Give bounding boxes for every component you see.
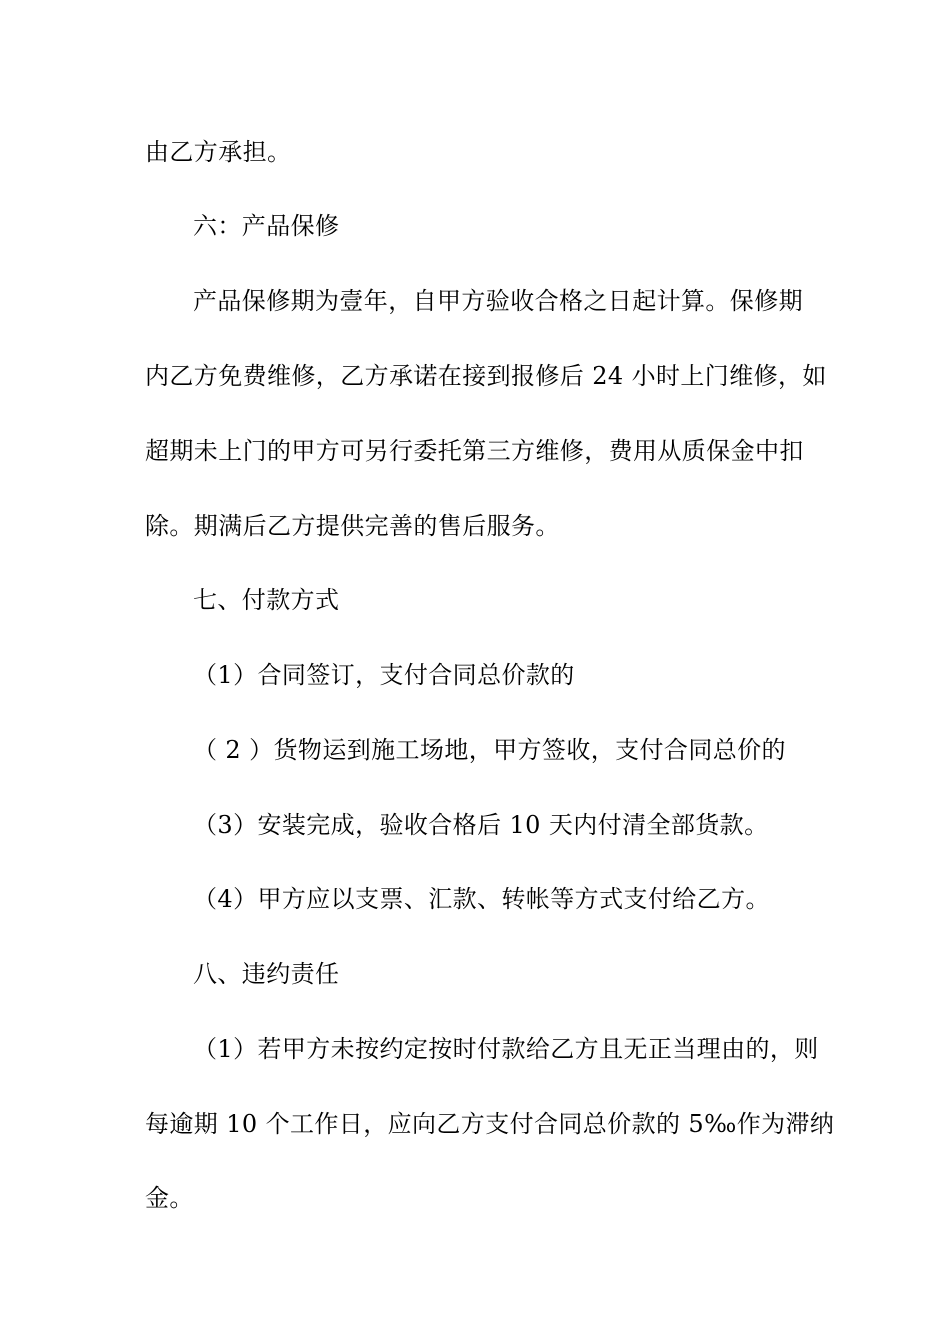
paragraph-line: 内乙方免费维修，乙方承诺在接到报修后 24 小时上门维修，如 [145, 362, 827, 390]
paragraph-line: 除。期满后乙方提供完善的售后服务。 [145, 512, 560, 540]
list-item: （ 2 ）货物运到施工场地，甲方签收，支付合同总价的 [193, 736, 786, 764]
section-heading-payment: 七、付款方式 [193, 586, 340, 614]
list-item: （1）合同签订，支付合同总价款的 [193, 661, 575, 689]
list-item: （4）甲方应以支票、汇款、转帐等方式支付给乙方。 [193, 885, 770, 913]
paragraph-line: 金。 [145, 1184, 194, 1212]
paragraph-line: 由乙方承担。 [145, 138, 292, 166]
section-heading-warranty: 六：产品保修 [193, 212, 340, 240]
paragraph-line: 每逾期 10 个工作日，应向乙方支付合同总价款的 5‰作为滞纳 [145, 1110, 835, 1138]
list-item: （1）若甲方未按约定按时付款给乙方且无正当理由的，则 [193, 1035, 819, 1063]
list-item: （3）安装完成，验收合格后 10 天内付清全部货款。 [193, 811, 769, 839]
paragraph-line: 超期未上门的甲方可另行委托第三方维修，费用从质保金中扣 [145, 437, 804, 465]
paragraph-line: 产品保修期为壹年，自甲方验收合格之日起计算。保修期 [193, 287, 803, 315]
section-heading-breach: 八、违约责任 [193, 960, 340, 988]
